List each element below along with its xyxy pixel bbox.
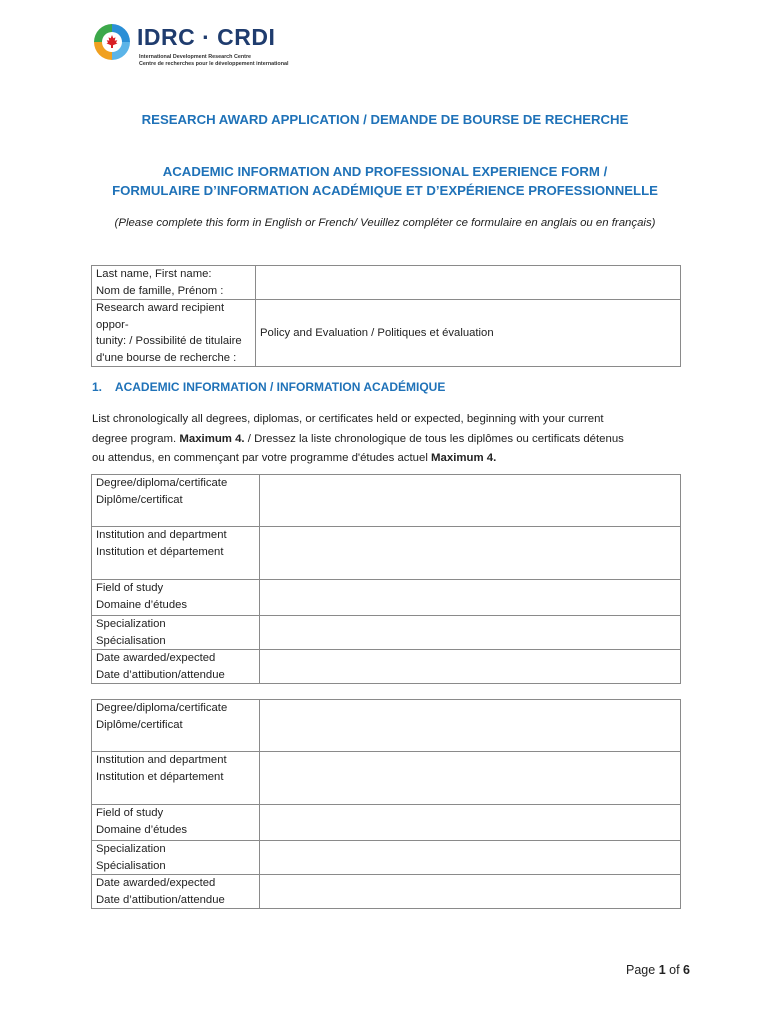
para-line-3-max: Maximum 4. [431,452,497,464]
applicant-table [91,265,681,367]
date-input-cell[interactable] [260,875,681,909]
opportunity-label-line-2: tunity: / Possibilité de titulaire [96,335,242,347]
field-label-en: Field of study [96,582,164,594]
specialization-input-cell[interactable] [260,616,681,650]
opportunity-label-cell [92,300,256,367]
date-input-cell[interactable] [260,650,681,684]
document-title: RESEARCH AWARD APPLICATION / DEMANDE DE BOURSE DE RECHERCHE [141,112,629,127]
opportunity-label-line-3: d'une bourse de recherche : [96,351,237,364]
institution-label-en: Institution and department [96,754,227,766]
name-label-cell [92,266,256,300]
degree-label-fr: Diplôme/certificat [96,718,183,731]
name-label-en: Last name, First name: [96,268,212,280]
para-line-2-max: Maximum 4. [179,432,245,445]
degree-label-en: Degree/diploma/certificate [96,477,228,489]
page-total: 6 [683,963,690,977]
degree-table-2 [91,699,681,909]
specialization-label-fr: Spécialisation [96,634,166,647]
opportunity-value-cell[interactable]: Policy and Evaluation / Politiques et évaluation [256,300,681,367]
logo-subtitle-en: International Development Research Centre [139,54,252,60]
date-label-fr: Date d’attibution/attendue [96,893,225,906]
maple-leaf-globe-icon [92,22,132,62]
para-line-3-text: ou attendus, en commençant par votre programme d'études actuel [92,452,432,464]
name-input-cell[interactable] [256,266,681,300]
date-label-en: Date awarded/expected [96,877,216,889]
field-label-fr: Domaine d’études [96,598,188,611]
name-label-fr: Nom de famille, Prénom : [96,284,224,297]
degree-label-cell [92,700,260,752]
section-1-instructions [92,410,692,469]
degree-input-cell[interactable] [260,475,681,527]
para-line-1: List chronologically all degrees, diplomas, or certificates held or expected, beginning with your current [92,413,604,425]
degree-input-cell[interactable] [260,700,681,752]
specialization-label-en: Specialization [96,843,166,855]
form-title-line-2: FORMULAIRE D’INFORMATION ACADÉMIQUE ET D’EXPÉRIENCE PROFESSIONNELLE [112,183,658,198]
para-line-2-text-fr: / Dressez la liste chronologique de tous les diplômes ou certificats détenus [244,432,624,445]
form-title-line-1: ACADEMIC INFORMATION AND PROFESSIONAL EXPERIENCE FORM / [162,164,608,179]
form-title [0,162,770,200]
degree-table-1 [91,474,681,684]
field-label-cell [92,805,260,841]
date-label-cell [92,650,260,684]
para-line-2 [92,430,692,450]
page-word: Page [626,963,656,977]
institution-label-fr: Institution et département [96,545,224,558]
date-label-cell [92,875,260,909]
para-line-3 [92,449,692,469]
instructions-note: (Please complete this form in English or French/ Veuillez compléter ce formulaire en anglais ou en français) [114,217,656,229]
institution-input-cell[interactable] [260,752,681,805]
page-number [626,963,690,977]
degree-label-en: Degree/diploma/certificate [96,702,228,714]
date-label-fr: Date d’attibution/attendue [96,668,225,681]
field-label-cell [92,580,260,616]
field-input-cell[interactable] [260,580,681,616]
idrc-logo [92,22,312,74]
logo-subtitle-fr: Centre de recherches pour le développement international [139,61,289,67]
field-label-en: Field of study [96,807,164,819]
specialization-label-en: Specialization [96,618,166,630]
page-of-word: of [669,963,680,977]
section-1-heading: 1. ACADEMIC INFORMATION / INFORMATION ACADÉMIQUE [92,380,446,394]
institution-input-cell[interactable] [260,527,681,580]
para-line-2-text: degree program. [92,432,180,445]
date-label-en: Date awarded/expected [96,652,216,664]
opportunity-label-line-1: Research award recipient oppor- [96,302,225,331]
specialization-label-cell [92,616,260,650]
institution-label-fr: Institution et département [96,770,224,783]
institution-label-cell [92,752,260,805]
specialization-input-cell[interactable] [260,841,681,875]
specialization-label-fr: Spécialisation [96,859,166,872]
institution-label-en: Institution and department [96,529,227,541]
field-label-fr: Domaine d’études [96,823,188,836]
logo-wordmark: IDRC · CRDI [137,24,276,50]
degree-label-fr: Diplôme/certificat [96,493,183,506]
degree-label-cell [92,475,260,527]
field-input-cell[interactable] [260,805,681,841]
page-current: 1 [658,963,666,977]
specialization-label-cell [92,841,260,875]
institution-label-cell [92,527,260,580]
